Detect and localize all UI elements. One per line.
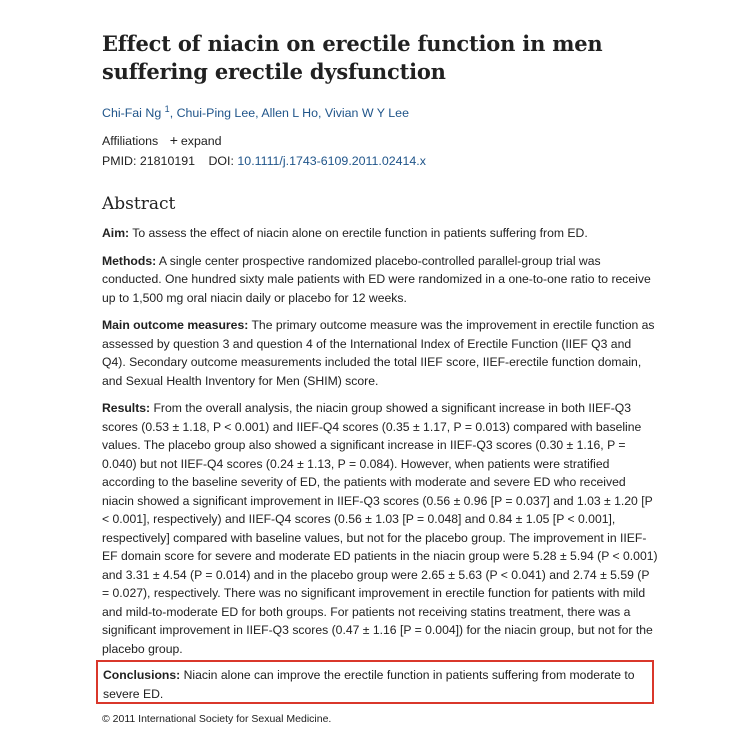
section-text: The primary outcome measure was the improvement in erectile function as assessed by question 3 and question 4 of the International Index of Erectile Function (IIEF Q3 and Q4). Secondary outcome measurements included the total IIEF score, IIEF-erectile function domain, and Sexual Health Inventory for Men (SHIM) score. [102,318,655,388]
author-link[interactable]: Vivian W Y Lee [324,106,409,120]
plus-icon: + [169,132,178,148]
abstract-results [102,399,658,658]
conclusions-text: Niacin alone can improve the erectile function in patients suffering from moderate to severe ED. [103,668,635,701]
article-title: Effect of niacin on erectile function in men suffering erectile dysfunction [102,31,603,84]
affiliation-ref[interactable]: 1 [164,104,170,114]
section-label: Methods: [102,253,157,268]
author-link[interactable]: Chui-Ping Lee [176,106,256,120]
section-text: A single center prospective randomized placebo-controlled parallel-group trial was conducted. One hundred sixty male patients with ED were randomized in a one-to-one ratio to receive up to 1,500 mg oral niacin daily or placebo for 12 weeks. [102,253,651,305]
conclusions-label: Conclusions: [103,668,181,682]
article-header [102,30,658,656]
conclusions-highlight-box [96,660,654,704]
author-list: Chi-Fai Ng $^1$, Chui-Ping Lee, Allen L Ho, Vivian W Y Lee [102,104,409,120]
author-link[interactable]: Chi-Fai Ng $^1$ [102,104,170,120]
abstract-main-outcome [102,316,658,390]
section-label: Main outcome measures: [102,318,249,332]
doi-link[interactable]: 10.1111/j.1743-6109.2011.02414.x [237,154,426,168]
section-label: Results: [102,401,151,415]
author-link[interactable]: Allen L Ho [261,106,319,120]
doi-label: DOI: [208,154,234,168]
abstract-methods [102,252,658,308]
section-label: Aim: [102,226,130,240]
abstract-aim [102,224,658,243]
copyright-notice: © 2011 International Society for Sexual Medicine. [102,713,332,725]
pmid-value: 21810191 [139,154,196,168]
section-text: From the overall analysis, the niacin group showed a significant increase in both IIEF-Q3 scores (0.53 ± 1.18, P < 0.001) and IIEF-Q4 scores (0.35 ± 1.17, P = 0.013) compared with baseline values. The placebo group also showed a significant increase in IIEF-Q3 scores (0.30 ± 1.16, P = 0.040) but not IIEF-Q4 scores (0.24 ± 1.13, P = 0.084). However, when patients were stratified according to the baseline severity of ED, the patients with moderate and severe ED who received niacin showed a significant improvement in IIEF-Q3 scores (0.56 ± 0.96 [P = 0.037] and 1.03 ± 1.20 [P < 0.001], respectively) and IIEF-Q4 scores (0.56 ± 1.03 [P = 0.048] and 0.84 ± 1.05 [P < 0.001], respectively] compared with baseline values, but not for the placebo group. The improvement in IIEF-EF domain score for severe and moderate ED patients in the niacin group were 5.28 ± 5.94 (P < 0.001) and 3.31 ± 4.54 (P = 0.014) and in the placebo group were 2.65 ± 5.63 (P < 0.041) and 2.74 ± 5.59 (P = 0.027), respectively. There was no significant improvement in erectile function for patients with mild and mild-to-moderate ED for both groups. For patients not receiving statins treatment, there was a significant improvement in IIEF-Q3 scores (0.47 ± 1.16 [P = 0.004]) for the niacin group, but not for the placebo group. [102,401,658,656]
affiliations-row [102,131,658,150]
pmid-label: PMID: [102,154,137,168]
affiliations-label: Affiliations [102,134,159,148]
section-text: To assess the effect of niacin alone on erectile function in patients suffering from ED. [132,226,588,240]
expand-label: expand [180,134,222,148]
expand-affiliations-button[interactable] [170,134,222,148]
abstract-body [102,224,658,667]
identifiers-row [102,152,658,170]
abstract-heading: Abstract [102,194,176,214]
